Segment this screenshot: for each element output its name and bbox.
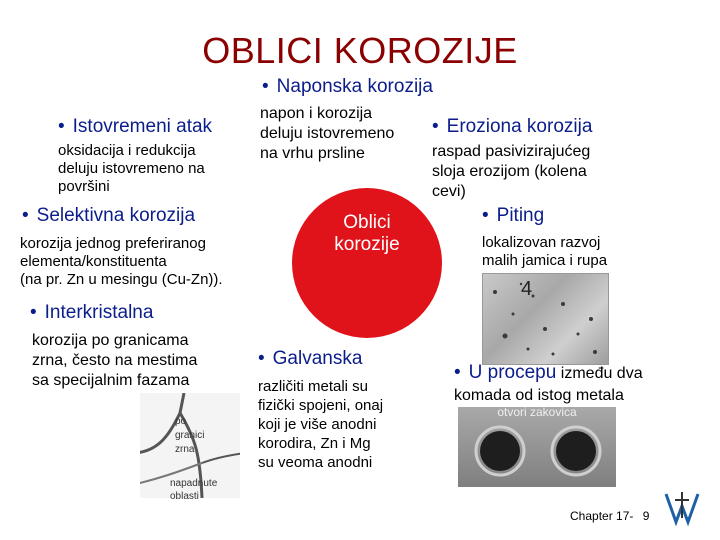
selektivna-heading-text: Selektivna korozija — [36, 205, 196, 226]
eroziona-heading-text: Eroziona korozija — [446, 116, 593, 137]
istovremeni-heading: • Istovremeni atak — [58, 116, 213, 137]
procep-line2: komada od istog metala — [454, 387, 624, 404]
naponska-heading-text: Naponska korozija — [276, 76, 433, 97]
istovremeni-line: oksidacija i redukcija — [58, 142, 196, 159]
pitting-texture — [483, 274, 608, 364]
university-logo-icon — [662, 488, 702, 528]
eroziona-text — [432, 142, 590, 202]
procep-bullet: • U procepu — [454, 362, 557, 383]
galvanska-line: fizički spojeni, onaj — [258, 397, 384, 414]
eroziona-line: sloja erozijom (kolena — [432, 163, 587, 180]
interkristalna-line: korozija po granicama — [32, 332, 189, 349]
naponska-line: na vrhu prsline — [260, 145, 365, 162]
naponska-line: napon i korozija — [260, 105, 373, 122]
galvanska-line: različiti metali su — [258, 378, 369, 395]
istovremeni-text — [58, 142, 205, 196]
center-label-line: Oblici — [343, 212, 391, 233]
piting-heading-text: Piting — [496, 205, 545, 226]
selektivna-line: (na pr. Zn u mesingu (Cu-Zn)). — [20, 271, 223, 288]
istovremeni-heading-text: Istovremeni atak — [72, 116, 213, 137]
istovremeni-line: deluju istovremeno na — [58, 160, 205, 177]
selektivna-text — [20, 235, 223, 289]
piting-text — [482, 234, 607, 270]
logo-svg — [662, 488, 702, 528]
eroziona-line: cevi) — [432, 183, 466, 200]
piting-line: lokalizovan razvoj — [482, 234, 601, 251]
galvanska-text — [258, 377, 383, 472]
naponska-text — [260, 104, 394, 164]
rivet-holes — [458, 407, 616, 487]
crevice-photo — [458, 407, 616, 487]
interkristalna-heading-text: Interkristalna — [44, 302, 154, 323]
interkristalna-heading: • Interkristalna — [30, 302, 154, 323]
galvanska-heading: • Galvanska — [258, 348, 363, 369]
pitting-photo — [482, 273, 609, 365]
deposit-label-line: napadnute — [170, 478, 218, 489]
eroziona-line: raspad pasivizirajućeg — [432, 143, 591, 160]
center-label-line: korozije — [334, 234, 400, 255]
istovremeni-line: površini — [58, 178, 110, 195]
naponska-line: deluju istovremeno — [260, 125, 395, 142]
interkristalna-line: sa specijalnim fazama — [32, 372, 190, 389]
pitting-image-number: 4 — [521, 278, 533, 300]
center-label — [292, 212, 442, 256]
selektivna-line: elementa/konstituenta — [20, 253, 167, 270]
galvanska-line: korodira, Zn i Mg — [258, 435, 371, 452]
grain-label-line: po — [175, 416, 187, 427]
procep-heading — [454, 362, 643, 384]
grain-label-line: zrna — [175, 444, 195, 455]
center-circle — [292, 188, 442, 338]
galvanska-line: su veoma anodni — [258, 454, 373, 471]
galvanska-line: koji je više anodni — [258, 416, 377, 433]
procep-heading-rest: između dva — [560, 365, 643, 382]
crevice-caption: otvori zakovica — [497, 405, 577, 419]
galvanska-heading-text: Galvanska — [272, 348, 363, 369]
piting-line: malih jamica i rupa — [482, 252, 608, 269]
deposit-label-line: oblasti — [170, 491, 199, 502]
page-number: 9 — [642, 509, 650, 523]
naponska-heading: • Naponska korozija — [262, 76, 433, 97]
page-title: OBLICI KOROZIJE — [202, 30, 518, 71]
grain-label — [175, 415, 204, 457]
selektivna-line: korozija jednog preferiranog — [20, 235, 206, 252]
eroziona-heading: • Eroziona korozija — [432, 116, 593, 137]
grain-label-line: granici — [175, 430, 205, 441]
procep-heading-text: U procepu — [468, 362, 557, 383]
selektivna-heading: • Selektivna korozija — [22, 205, 196, 226]
footer-chapter — [570, 509, 649, 523]
chapter-label: Chapter 17- — [570, 509, 634, 523]
interkristalna-line: zrna, često na mestima — [32, 352, 198, 369]
interkristalna-text — [32, 331, 197, 391]
deposit-label — [170, 477, 217, 503]
piting-heading: • Piting — [482, 205, 545, 226]
